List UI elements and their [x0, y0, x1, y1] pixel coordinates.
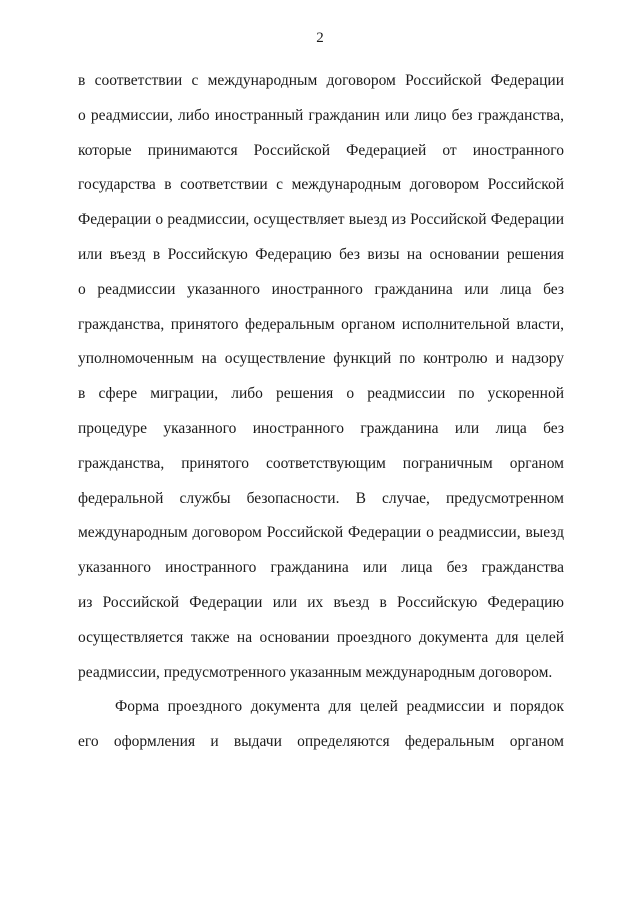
paragraph-1-line-15: указанного иностранного гражданина или лица без гражданства [78, 559, 564, 577]
paragraph-1-line-3: которые принимаются Российской Федерацией от иностранного [78, 141, 564, 159]
paragraph-1-line-9: уполномоченным на осуществление функций по контролю и надзору [78, 350, 564, 368]
paragraph-1-line-14: международным договором Российской Федерации о реадмиссии, выезд [78, 524, 564, 542]
paragraph-1-line-13: федеральной службы безопасности. В случае, предусмотренном [78, 489, 564, 507]
paragraph-1-line-7: о реадмиссии указанного иностранного гражданина или лица без [78, 280, 564, 298]
paragraph-1-line-10: в сфере миграции, либо решения о реадмиссии по ускоренной [78, 385, 564, 403]
paragraph-1-line-17: осуществляется также на основании проездного документа для целей [78, 628, 564, 646]
document-body [78, 64, 564, 760]
paragraph-1-line-8: гражданства, принятого федеральным органом исполнительной власти, [78, 315, 564, 333]
paragraph-2-line-1: Форма проездного документа для целей реадмиссии и порядок [115, 698, 564, 716]
paragraph-1-line-11: процедуре указанного иностранного гражданина или лица без [78, 419, 564, 437]
page-number: 2 [316, 30, 324, 46]
paragraph-1-line-5: Федерации о реадмиссии, осуществляет выезд из Российской Федерации [78, 211, 564, 229]
paragraph-1-line-4: государства в соответствии с международным договором Российской [78, 176, 564, 194]
paragraph-1-line-16: из Российской Федерации или их въезд в Российскую Федерацию [78, 593, 564, 611]
paragraph-1-line-2: о реадмиссии, либо иностранный гражданин или лицо без гражданства, [78, 106, 564, 124]
paragraph-1-line-6: или въезд в Российскую Федерацию без визы на основании решения [78, 245, 564, 263]
paragraph-1-line-18: реадмиссии, предусмотренного указанным международным договором. [78, 663, 553, 681]
paragraph-2-line-2: его оформления и выдачи определяются федеральным органом [78, 733, 564, 751]
paragraph-1-line-12: гражданства, принятого соответствующим пограничным органом [78, 454, 564, 472]
paragraph-1-line-1: в соответствии с международным договором Российской Федерации [78, 72, 564, 89]
